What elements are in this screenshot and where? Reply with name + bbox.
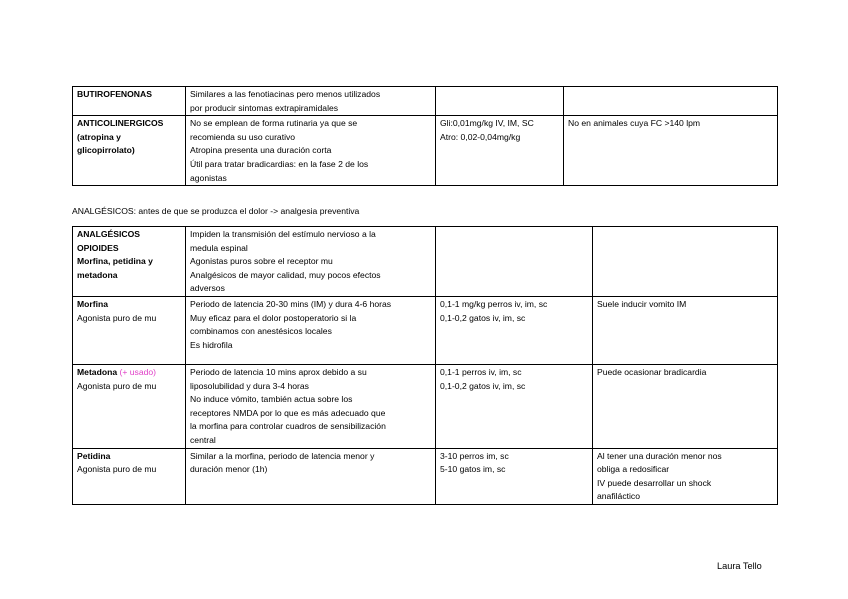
author-footer: Laura Tello xyxy=(717,561,762,571)
description-line: Útil para tratar bradicardias: en la fase 2 de los xyxy=(190,158,369,169)
description-line: Impiden la transmisión del estímulo nervioso a la xyxy=(190,229,376,239)
drug-name: metadona xyxy=(77,269,118,280)
notes-line: No en animales cuya FC >140 lpm xyxy=(568,118,701,129)
dose-cell xyxy=(436,448,593,504)
notes-line: obliga a redosificar xyxy=(597,464,670,475)
usage-note: (+ usado) xyxy=(119,366,157,377)
dose-line: Gli:0,01mg/kg IV, IM, SC xyxy=(440,118,534,129)
description-line: Periodo de latencia 20-30 mins (IM) y dura 4-6 horas xyxy=(190,298,392,309)
drug-class: Agonista puro de mu xyxy=(77,464,157,475)
notes-line: anafiláctico xyxy=(597,491,640,502)
table-row xyxy=(73,227,778,297)
description-line: Es hidrofila xyxy=(190,339,233,350)
drug-class: Agonista puro de mu xyxy=(77,312,157,323)
drug-cell xyxy=(73,227,186,297)
description-cell xyxy=(186,364,436,448)
description-line: duración menor (1h) xyxy=(190,464,268,475)
description-cell xyxy=(186,296,436,364)
dose-cell xyxy=(436,364,593,448)
notes-cell xyxy=(593,364,778,448)
dose-cell xyxy=(436,87,564,116)
description-line: combinamos con anestésicos locales xyxy=(190,326,332,337)
dose-line: 5-10 gatos im, sc xyxy=(440,464,506,475)
drug-cell xyxy=(73,296,186,364)
description-line: No se emplean de forma rutinaria ya que se xyxy=(190,118,358,129)
drug-cell xyxy=(73,116,186,186)
dose-cell xyxy=(436,296,593,364)
notes-cell xyxy=(593,227,778,297)
dose-cell xyxy=(436,116,564,186)
notes-line: IV puede desarrollar un shock xyxy=(597,477,712,488)
drug-cell xyxy=(73,364,186,448)
drug-name: (atropina y xyxy=(77,131,121,142)
description-line: Analgésicos de mayor calidad, muy pocos efectos xyxy=(190,269,381,280)
drug-name: Morfina xyxy=(77,298,109,309)
drug-name: Morfina, petidina y xyxy=(77,256,153,267)
dose-line: 0,1-0,2 gatos iv, im, sc xyxy=(440,380,526,391)
drug-cell xyxy=(73,87,186,116)
notes-line: Puede ocasionar bradicardia xyxy=(597,366,707,377)
description-line: receptores NMDA por lo que es más adecuado que xyxy=(190,407,386,418)
analgesics-table xyxy=(72,226,778,505)
description-line: central xyxy=(190,434,216,445)
dose-line: 0,1-1 mg/kg perros iv, im, sc xyxy=(440,298,548,309)
description-line: Atropina presenta una duración corta xyxy=(190,145,332,156)
notes-line: Suele inducir vomito IM xyxy=(597,298,687,309)
drug-name: Petidina xyxy=(77,450,111,461)
dose-line: 0,1-1 perros iv, im, sc xyxy=(440,366,522,377)
dose-line: 0,1-0,2 gatos iv, im, sc xyxy=(440,312,526,323)
dose-line: Atro: 0,02-0,04mg/kg xyxy=(440,131,521,142)
drug-name: BUTIROFENONAS xyxy=(77,89,152,99)
description-line: No induce vómito, también actua sobre los xyxy=(190,394,353,405)
drug-name: glicopirrolato) xyxy=(77,145,135,156)
drug-name: Metadona xyxy=(77,366,118,377)
description-line: por producir sintomas extrapiramidales xyxy=(190,102,339,113)
notes-cell xyxy=(593,296,778,364)
sedatives-table xyxy=(72,86,778,186)
section-heading: ANALGÉSICOS: antes de que se produzca el dolor -> analgesia preventiva xyxy=(72,206,360,216)
table-row xyxy=(73,448,778,504)
drug-cell xyxy=(73,448,186,504)
description-cell xyxy=(186,448,436,504)
description-cell xyxy=(186,116,436,186)
table-row xyxy=(73,116,778,186)
description-line: la morfina para controlar cuadros de sensibilización xyxy=(190,421,386,432)
description-line: Similares a las fenotiacinas pero menos utilizados xyxy=(190,89,381,99)
description-cell xyxy=(186,227,436,297)
table-row xyxy=(73,364,778,448)
notes-cell xyxy=(564,87,778,116)
notes-line: Al tener una duración menor nos xyxy=(597,450,722,461)
drug-class: Agonista puro de mu xyxy=(77,380,157,391)
drug-name: OPIOIDES xyxy=(77,242,119,253)
notes-cell xyxy=(564,116,778,186)
drug-name: ANTICOLINERGICOS xyxy=(77,118,164,129)
description-line: Periodo de latencia 10 mins aprox debido a su xyxy=(190,366,367,377)
description-line: Muy eficaz para el dolor postoperatorio si la xyxy=(190,312,357,323)
description-line: recomienda su uso curativo xyxy=(190,131,296,142)
description-line: medula espinal xyxy=(190,242,248,253)
table-row xyxy=(73,296,778,364)
description-line: agonistas xyxy=(190,172,227,183)
description-cell xyxy=(186,87,436,116)
description-line: adversos xyxy=(190,283,225,294)
description-line: Agonistas puros sobre el receptor mu xyxy=(190,256,333,267)
notes-cell xyxy=(593,448,778,504)
dose-cell xyxy=(436,227,593,297)
table-row xyxy=(73,87,778,116)
description-line: Similar a la morfina, periodo de latencia menor y xyxy=(190,450,375,461)
drug-name: ANALGÉSICOS xyxy=(77,229,141,239)
description-line: liposolubilidad y dura 3-4 horas xyxy=(190,380,309,391)
dose-line: 3-10 perros im, sc xyxy=(440,450,509,461)
